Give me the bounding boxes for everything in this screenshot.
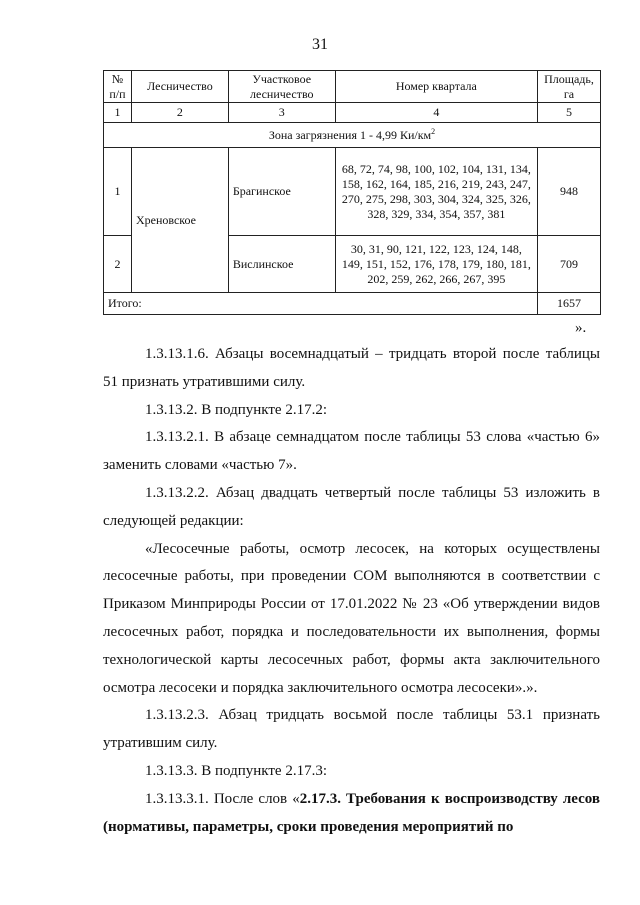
row-no: 2 <box>104 236 132 293</box>
row-quarters: 68, 72, 74, 98, 100, 102, 104, 131, 134, 158, 162, 164, 185, 216, 219, 243, 247, 270, 275, 298, 303, 304, 324, 325, 326, 328, 329, 334, 354, 357, 381 <box>335 148 537 236</box>
zone-title-cell <box>104 123 601 148</box>
table-header-row <box>104 71 601 103</box>
paragraph: «Лесосечные работы, осмотр лесосек, на которых осуществлены лесосечные работы, при проведении СОМ выполняются в соответствии с Приказом Минприроды России от 17.01.2022 № 23 «Об утверждении видов лесосечных работ, порядка и последовательности их выполнения, формы технологической карты лесосечных работ, формы акта заключительного осмотра лесосеки и порядка заключительного осмотра лесосеки».». <box>103 540 600 696</box>
document-body <box>103 341 600 841</box>
column-number: 3 <box>228 103 335 123</box>
column-number-row <box>104 103 601 123</box>
closing-quote: ». <box>575 320 587 336</box>
column-number: 2 <box>131 103 228 123</box>
table-row <box>104 148 601 236</box>
row-no: 1 <box>104 148 132 236</box>
total-value: 1657 <box>537 293 600 315</box>
header-no: № п/п <box>104 71 132 103</box>
paragraph: 1.3.13.2.3. Абзац тридцать восьмой после таблицы 53.1 признать утратившим силу. <box>103 707 600 752</box>
page-number: 31 <box>312 36 328 53</box>
total-label: Итого: <box>104 293 538 315</box>
row-district: Брагинское <box>228 148 335 236</box>
paragraph: 1.3.13.2.2. Абзац двадцать четвертый после таблицы 53 изложить в следующей редакции: <box>103 484 600 529</box>
paragraph: 1.3.13.1.6. Абзацы восемнадцатый – тридцать второй после таблицы 51 признать утратившими силу. <box>103 346 600 390</box>
header-area: Площадь, га <box>537 71 600 103</box>
paragraph <box>103 786 600 842</box>
paragraph: 1.3.13.2.1. В абзаце семнадцатом после таблицы 53 слова «частью 6» заменить словами «частью 7». <box>103 429 600 474</box>
zone-row <box>104 123 601 148</box>
row-district: Вислинское <box>228 236 335 293</box>
column-number: 4 <box>335 103 537 123</box>
total-row <box>104 293 601 315</box>
row-area: 948 <box>537 148 600 236</box>
zone-title: Зона загрязнения 1 - 4,99 Ки/км <box>268 127 432 142</box>
header-quarter: Номер квартала <box>335 71 537 103</box>
zone-title-exponent: 2 <box>431 126 436 136</box>
column-number: 5 <box>537 103 600 123</box>
row-quarters: 30, 31, 90, 121, 122, 123, 124, 148, 149, 151, 152, 176, 178, 179, 180, 181, 202, 259, 262, 266, 267, 395 <box>335 236 537 293</box>
forestry-name: Хреновское <box>131 148 228 293</box>
header-district: Участковое лесничество <box>228 71 335 103</box>
row-area: 709 <box>537 236 600 293</box>
paragraph-lead: 1.3.13.3.1. После слов « <box>145 790 300 807</box>
column-number: 1 <box>104 103 132 123</box>
header-forestry: Лесничество <box>131 71 228 103</box>
forestry-table <box>103 70 601 315</box>
paragraph: 1.3.13.2. В подпункте 2.17.2: <box>145 401 328 418</box>
paragraph: 1.3.13.3. В подпункте 2.17.3: <box>145 762 328 779</box>
quoted-heading: 2.17.3. Требования к воспроизводству лесов (нормативы, параметры, сроки проведения мероприятий по <box>103 790 600 835</box>
